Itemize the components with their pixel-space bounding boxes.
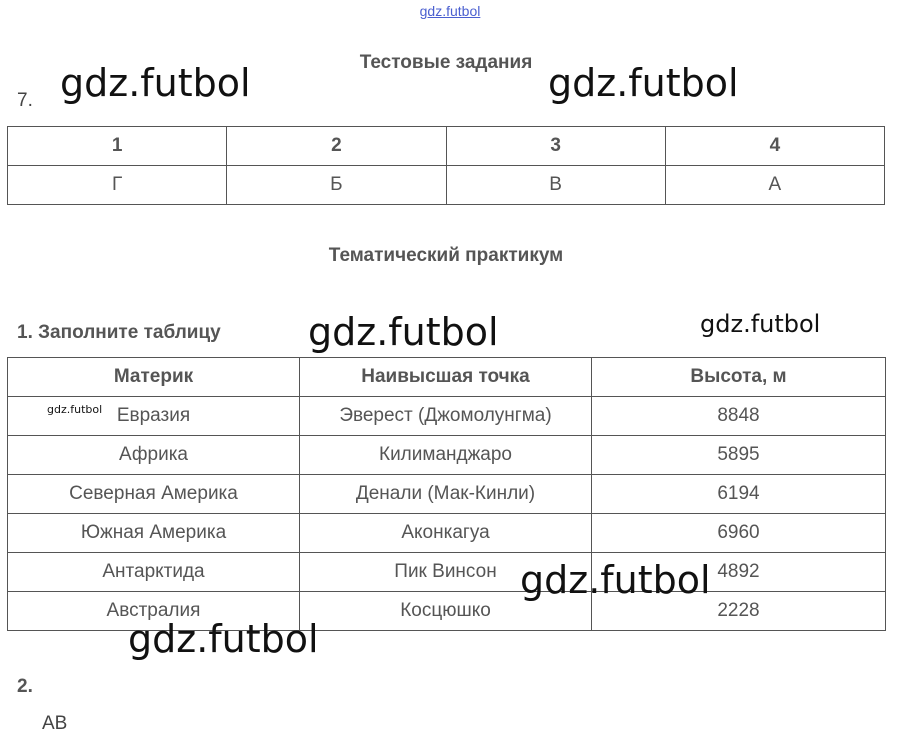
watermark: gdz.futbol: [60, 61, 251, 105]
continent-cell: Австралия: [8, 592, 300, 631]
task-7-number: 7.: [17, 90, 33, 111]
watermark: gdz.futbol: [47, 403, 103, 416]
answer-cell: Г: [8, 166, 227, 205]
watermark: gdz.futbol: [308, 310, 499, 354]
continent-cell: Антарктида: [8, 553, 300, 592]
watermark: gdz.futbol: [520, 558, 711, 602]
highest-point-cell: Косцюшко: [300, 592, 592, 631]
continent-cell: Северная Америка: [8, 475, 300, 514]
test-answers-table: [7, 126, 885, 205]
table-header-row: [8, 127, 885, 166]
task-2-answer: АВ: [42, 713, 68, 734]
column-header-continent: Материк: [8, 358, 300, 397]
answer-cell: В: [446, 166, 665, 205]
source-link[interactable]: gdz.futbol: [419, 3, 481, 19]
answer-cell: Б: [227, 166, 446, 205]
table-row: [8, 436, 886, 475]
height-cell: 5895: [592, 436, 886, 475]
header-cell: 2: [227, 127, 446, 166]
height-cell: 8848: [592, 397, 886, 436]
highest-point-cell: Денали (Мак-Кинли): [300, 475, 592, 514]
column-header-height: Высота, м: [592, 358, 886, 397]
continent-cell: Южная Америка: [8, 514, 300, 553]
header-cell: 4: [665, 127, 884, 166]
task-1-label: 1. Заполните таблицу: [17, 322, 221, 343]
highest-point-cell: Пик Винсон: [300, 553, 592, 592]
watermark: gdz.futbol: [128, 617, 319, 661]
table-row: [8, 514, 886, 553]
column-header-highest-point: Наивысшая точка: [300, 358, 592, 397]
header-cell: 3: [446, 127, 665, 166]
practicum-section-title: Тематический практикум: [328, 245, 564, 266]
highest-point-cell: Эверест (Джомолунгма): [300, 397, 592, 436]
table-row: [8, 553, 886, 592]
continent-cell: Евразия: [8, 397, 300, 436]
table-header-row: [8, 358, 886, 397]
continent-cell: Африка: [8, 436, 300, 475]
header-cell: 1: [8, 127, 227, 166]
table-row: [8, 397, 886, 436]
highest-point-cell: Килиманджаро: [300, 436, 592, 475]
height-cell: 2228: [592, 592, 886, 631]
table-row: [8, 475, 886, 514]
height-cell: 4892: [592, 553, 886, 592]
highest-point-cell: Аконкагуа: [300, 514, 592, 553]
continents-table: [7, 357, 886, 631]
watermark: gdz.futbol: [548, 61, 739, 105]
watermark: gdz.futbol: [700, 310, 821, 338]
height-cell: 6960: [592, 514, 886, 553]
test-section-title: Тестовые задания: [359, 52, 533, 73]
task-2-label: 2.: [17, 676, 33, 697]
answer-cell: А: [665, 166, 884, 205]
height-cell: 6194: [592, 475, 886, 514]
table-row: [8, 166, 885, 205]
